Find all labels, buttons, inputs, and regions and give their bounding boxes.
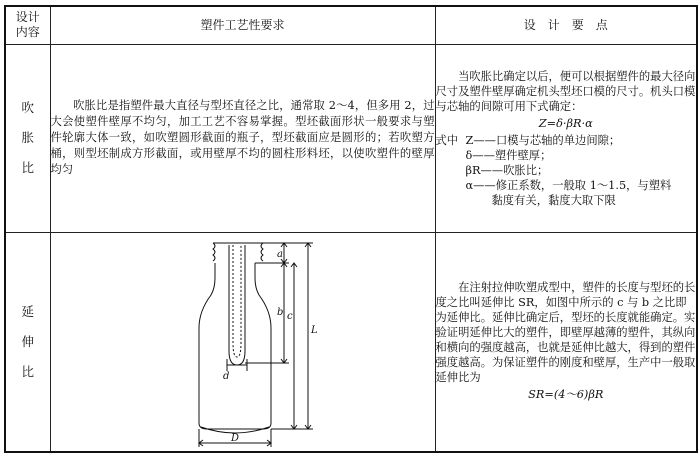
label-blow-ratio	[5, 44, 50, 232]
formula-stretch: SR=(4～6)βR	[528, 387, 604, 401]
requirement-text: 吹胀比是指塑件最大直径与型坯直径之比，通常取 2～4，但多用 2，过大会使塑件壁厚不均匀，加工工艺不容易掌握。型坯截面形状一般要求与塑件轮廓大体一致，如吹塑圆形截面的瓶子，型坯截面应是圆形的；若吹塑方桶，则型坯制成方形截面，或用壁厚不均的圆柱形料坯，以使吹塑件的壁厚均匀	[50, 99, 435, 176]
formula-gap: Z=δ·βR·α	[538, 116, 593, 130]
points-intro: 当吹胀比确定以后，便可以根据塑件的最大径向尺寸及塑件壁厚确定机头型坯口模的尺寸。机头口模与芯轴的间隙可用下式确定：	[435, 69, 696, 113]
dim-label-D: D	[230, 432, 239, 444]
where-lead: 式中	[435, 133, 459, 147]
dim-label-l: L	[310, 324, 318, 336]
bottle-stretch-diagram	[51, 233, 436, 453]
design-spec-table	[4, 5, 698, 453]
label-stretch-ratio	[5, 232, 50, 452]
header-requirements-text: 塑件工艺性要求	[200, 17, 285, 32]
row-blow-ratio	[5, 44, 697, 232]
header-requirements	[50, 6, 435, 44]
var-delta: δ——塑件壁厚；	[465, 148, 552, 162]
var-z: Z——口模与芯轴的单边间隙；	[465, 133, 621, 147]
var-alpha-cont: 黏度有关，黏度大取下限	[491, 193, 616, 207]
label-char: 延	[21, 303, 34, 319]
header-row	[5, 6, 697, 44]
dim-label-b: b	[276, 306, 283, 318]
header-key-points-text: 设 计 要 点	[523, 17, 608, 32]
dim-label-a: a	[276, 248, 283, 260]
header-design-content	[5, 6, 50, 44]
requirement-blow-ratio	[50, 44, 435, 232]
label-char: 比	[21, 363, 34, 379]
bottle-diagram-cell	[50, 232, 435, 452]
var-alpha: α——修正系数，一般取 1～1.5，与塑料	[465, 178, 672, 192]
variable-definitions	[436, 133, 697, 193]
dim-label-d: d	[222, 370, 229, 382]
label-char: 伸	[21, 333, 34, 349]
label-char: 吹	[21, 100, 34, 115]
stretch-points-text: 在注射拉伸吹塑成型中，塑件的长度与型坯的长度之比叫延伸比 SR，如图中所示的 c 与 b 之比即为延伸比。延伸比确定后，型坯的长度就能确定。实验证明延伸比大的塑件，即壁厚越薄的塑件，其纵向和横向的强度越高，也就是延伸比越大，得到的塑件强度越高。为保证塑件的刚度和壁厚，生产中一般取延伸比为	[435, 280, 696, 384]
label-char: 比	[21, 160, 34, 175]
header-key-points	[435, 6, 697, 44]
header-design-content-line2: 内容	[15, 25, 40, 40]
label-char: 胀	[21, 130, 34, 145]
var-beta: βR——吹胀比；	[465, 163, 549, 177]
points-blow-ratio	[435, 44, 697, 232]
points-stretch-ratio	[435, 232, 697, 452]
header-design-content-line1: 设计	[15, 10, 40, 25]
row-stretch-ratio	[5, 232, 697, 452]
dim-label-c: c	[286, 310, 293, 322]
